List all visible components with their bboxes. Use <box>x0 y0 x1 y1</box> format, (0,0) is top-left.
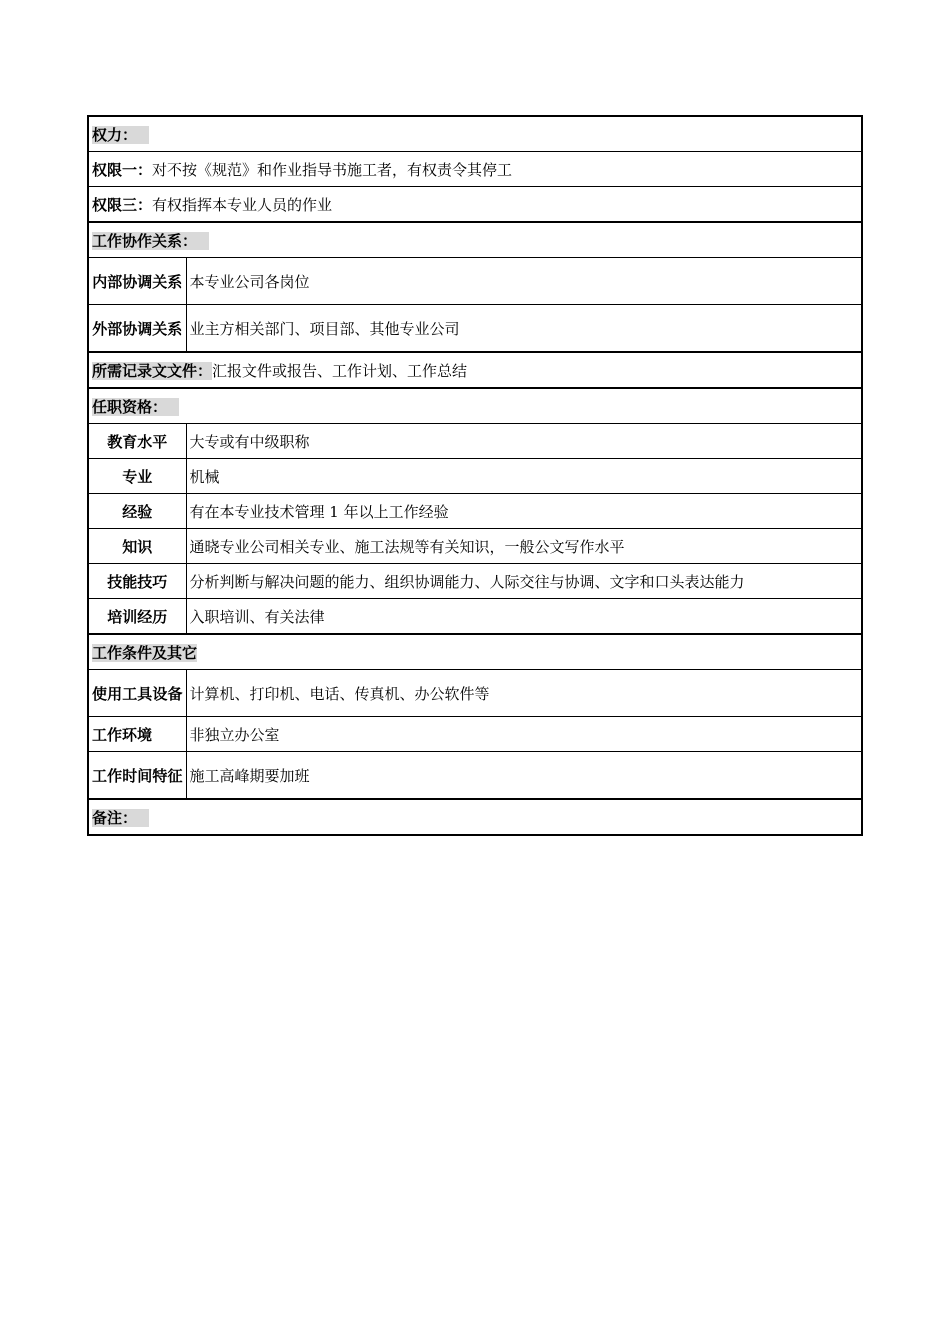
qualification-row <box>88 459 862 494</box>
condition-row <box>88 670 862 717</box>
conditions-section-header <box>88 634 862 670</box>
job-description-document <box>87 115 863 836</box>
qualification-value: 机械 <box>186 459 862 494</box>
condition-value: 非独立办公室 <box>186 717 862 752</box>
qualification-label: 知识 <box>88 529 186 564</box>
cooperation-row-label: 内部协调关系 <box>88 258 186 305</box>
cooperation-title: 工作协作关系： <box>92 232 209 250</box>
condition-value: 计算机、打印机、电话、传真机、办公软件等 <box>186 670 862 717</box>
power-item <box>88 187 862 223</box>
cooperation-row-value: 业主方相关部门、项目部、其他专业公司 <box>186 305 862 353</box>
qualification-row <box>88 494 862 529</box>
notes-title: 备注： <box>92 809 149 827</box>
qualification-row <box>88 529 862 564</box>
qualification-label: 技能技巧 <box>88 564 186 599</box>
records-row <box>88 352 862 388</box>
qualification-row <box>88 564 862 599</box>
condition-value: 施工高峰期要加班 <box>186 752 862 800</box>
records-label: 所需记录文文件： <box>92 361 213 380</box>
qualification-value: 有在本专业技术管理 1 年以上工作经验 <box>186 494 862 529</box>
power-item-label: 权限三： <box>92 195 153 214</box>
power-item <box>88 152 862 187</box>
power-section-header <box>88 116 862 152</box>
condition-label: 使用工具设备 <box>88 670 186 717</box>
qualification-label: 经验 <box>88 494 186 529</box>
cooperation-row-value: 本专业公司各岗位 <box>186 258 862 305</box>
conditions-title: 工作条件及其它 <box>92 643 198 662</box>
qualification-label: 培训经历 <box>88 599 186 635</box>
qualification-value: 大专或有中级职称 <box>186 424 862 459</box>
notes-row <box>88 799 862 835</box>
qualifications-title: 任职资格： <box>92 398 179 416</box>
power-item-text: 对不按《规范》和作业指导书施工者，有权责令其停工 <box>152 160 513 179</box>
qualification-value: 入职培训、有关法律 <box>186 599 862 635</box>
power-item-label: 权限一： <box>92 160 153 179</box>
job-description-table <box>87 115 863 836</box>
qualification-value: 分析判断与解决问题的能力、组织协调能力、人际交往与协调、文字和口头表达能力 <box>186 564 862 599</box>
qualification-row <box>88 424 862 459</box>
qualification-row <box>88 599 862 635</box>
power-title: 权力： <box>92 126 149 144</box>
cooperation-section-header <box>88 222 862 258</box>
qualifications-section-header <box>88 388 862 424</box>
qualification-value: 通晓专业公司相关专业、施工法规等有关知识，一般公文写作水平 <box>186 529 862 564</box>
cooperation-row <box>88 305 862 353</box>
power-item-text: 有权指挥本专业人员的作业 <box>152 195 333 214</box>
condition-row <box>88 717 862 752</box>
records-text: 汇报文件或报告、工作计划、工作总结 <box>212 361 468 380</box>
condition-label: 工作时间特征 <box>88 752 186 800</box>
cooperation-row-label: 外部协调关系 <box>88 305 186 353</box>
cooperation-row <box>88 258 862 305</box>
qualification-label: 教育水平 <box>88 424 186 459</box>
qualification-label: 专业 <box>88 459 186 494</box>
condition-row <box>88 752 862 800</box>
condition-label: 工作环境 <box>88 717 186 752</box>
